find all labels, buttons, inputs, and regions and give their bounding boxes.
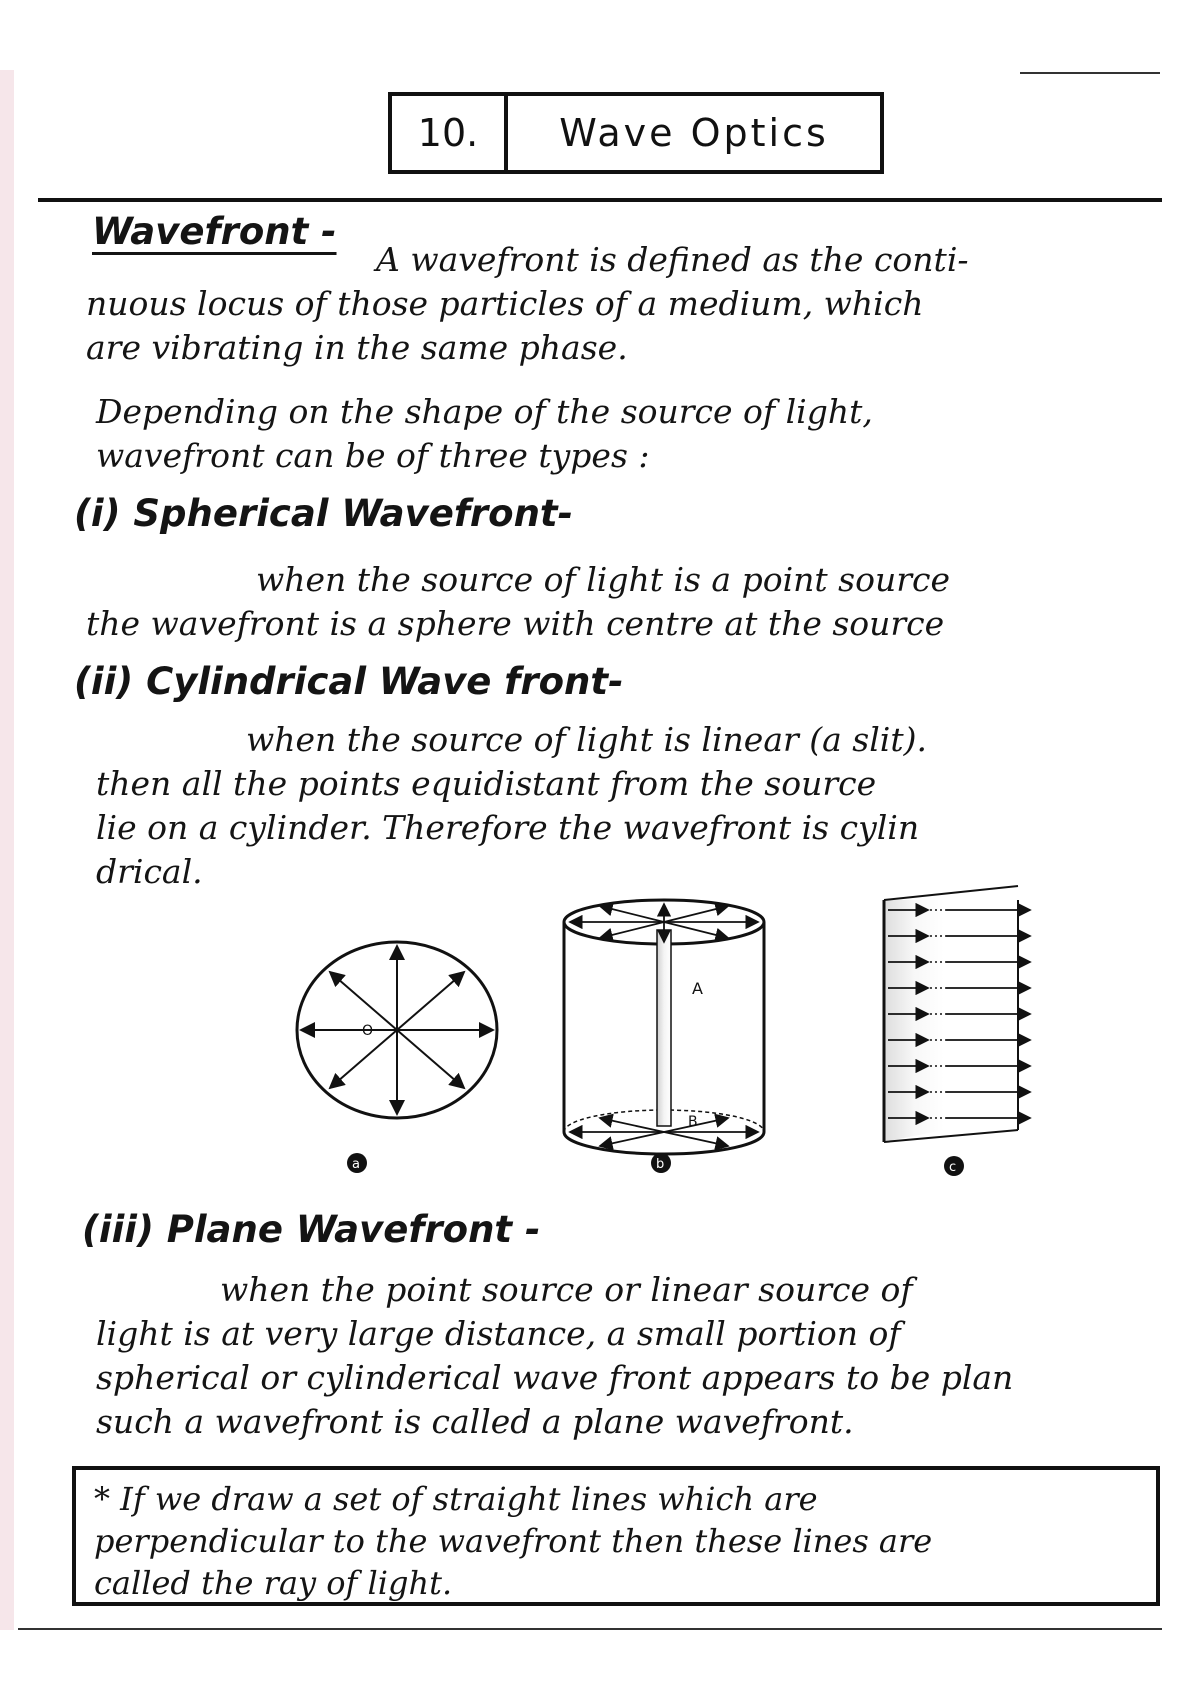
cylindrical-text: [96, 718, 1166, 894]
cylindrical-line: when the source of light is linear (a slit).: [246, 720, 927, 759]
chapter-number: 10.: [392, 96, 508, 170]
figure-a-label: a: [352, 1157, 360, 1172]
cylindrical-line: drical.: [96, 852, 203, 891]
plane-line: such a wavefront is called a plane wavefront.: [96, 1402, 854, 1441]
note-line: perpendicular to the wavefront then these lines are: [94, 1522, 933, 1560]
plane-line: spherical or cylinderical wave front appears to be plan: [96, 1358, 1014, 1397]
plane-line: light is at very large distance, a small portion of: [96, 1314, 901, 1353]
spherical-line: the wavefront is a sphere with centre at the source: [86, 604, 945, 643]
page-edge: [0, 70, 14, 1630]
header-rule: [38, 198, 1162, 202]
ray-of-light-note: [72, 1466, 1160, 1606]
wavefront-definition: [86, 238, 1166, 370]
point-a-label: A: [692, 979, 703, 998]
spherical-wavefront-figure: [297, 942, 497, 1173]
spherical-text: [86, 558, 1166, 646]
center-label: O: [362, 1023, 374, 1039]
figure-c-label: c: [949, 1160, 957, 1175]
spherical-line: when the source of light is a point source: [256, 560, 950, 599]
definition-line: are vibrating in the same phase.: [86, 328, 628, 367]
note-line: * If we draw a set of straight lines which are: [94, 1480, 818, 1518]
intro-line: wavefront can be of three types :: [96, 436, 650, 475]
plane-line: when the point source or linear source of: [220, 1270, 913, 1309]
cylindrical-heading: (ii) Cylindrical Wave front-: [74, 660, 624, 703]
cylindrical-line: lie on a cylinder. Therefore the wavefront is cylin: [96, 808, 920, 847]
plane-wavefront-figure: [884, 886, 1030, 1176]
plane-heading: (iii) Plane Wavefront -: [82, 1208, 541, 1251]
chapter-title: Wave Optics: [559, 111, 829, 155]
wavefront-figures: [0, 880, 1200, 1200]
plane-text: [96, 1268, 1166, 1444]
types-intro: [96, 390, 1166, 478]
definition-line: nuous locus of those particles of a medium, which: [86, 284, 924, 323]
intro-line: Depending on the shape of the source of light,: [96, 392, 873, 431]
wavefront-heading: Wavefront -: [92, 210, 337, 253]
chapter-title-box: [388, 92, 884, 174]
footer-rule: [18, 1628, 1162, 1630]
cylindrical-wavefront-figure: [564, 900, 764, 1173]
top-thin-rule: [1020, 72, 1160, 74]
cylindrical-line: then all the points equidistant from the source: [96, 764, 877, 803]
figure-b-label: b: [656, 1157, 665, 1172]
definition-line: A wavefront is defined as the conti-: [376, 240, 969, 279]
spherical-heading: (i) Spherical Wavefront-: [74, 492, 573, 535]
point-b-label: B: [688, 1114, 698, 1130]
note-line: called the ray of light.: [94, 1564, 453, 1602]
